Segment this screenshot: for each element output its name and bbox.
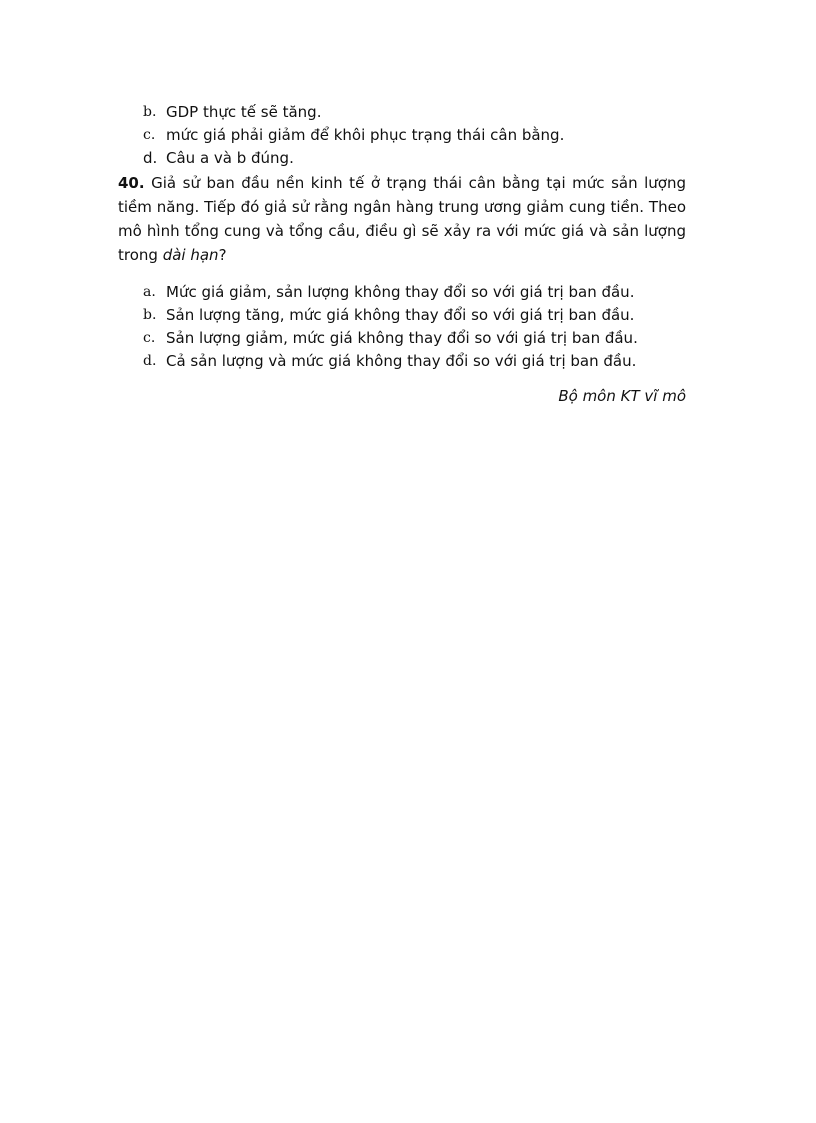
signature: Bộ môn KT vĩ mô: [558, 387, 686, 405]
question-text: Giả sử ban đầu nền kinh tế ở trạng thái cân bằng tại mức sản lượng tiềm năng. Tiếp đó giả sử rằng ngân hàng trung ương giảm cung tiền. Theo mô hình tổng cung và tổng cầu, điều gì sẽ xảy ra với mức giá và sản lượng trong: [118, 174, 686, 264]
document-body: [118, 102, 686, 421]
option-c: [118, 125, 686, 148]
previous-question-options: [118, 102, 686, 171]
question-40-options: [118, 282, 686, 374]
option-d: [118, 148, 686, 171]
option-letter: c.: [143, 330, 156, 346]
option-text: Câu a và b đúng.: [166, 149, 294, 167]
question-number: 40.: [118, 174, 145, 192]
question-text-end: ?: [218, 246, 227, 264]
option-letter: b.: [143, 104, 157, 120]
option-text: Sản lượng tăng, mức giá không thay đổi so với giá trị ban đầu.: [166, 306, 635, 324]
option-letter: b.: [143, 307, 157, 323]
option-letter: c.: [143, 127, 156, 143]
option-b: [118, 102, 686, 125]
option-text: Cả sản lượng và mức giá không thay đổi so với giá trị ban đầu.: [166, 352, 637, 370]
option-letter: a.: [143, 284, 156, 300]
question-40: [118, 171, 686, 267]
option-d: [118, 351, 686, 374]
option-text: GDP thực tế sẽ tăng.: [166, 103, 322, 121]
option-text: mức giá phải giảm để khôi phục trạng thái cân bằng.: [166, 126, 565, 144]
question-emphasis: dài hạn: [162, 246, 219, 264]
option-letter: d.: [143, 353, 157, 369]
option-b: [118, 305, 686, 328]
option-a: [118, 282, 686, 305]
option-letter: d.: [143, 149, 158, 167]
option-text: Mức giá giảm, sản lượng không thay đổi so với giá trị ban đầu.: [166, 283, 635, 301]
option-c: [118, 328, 686, 351]
option-text: Sản lượng giảm, mức giá không thay đổi so với giá trị ban đầu.: [166, 329, 638, 347]
